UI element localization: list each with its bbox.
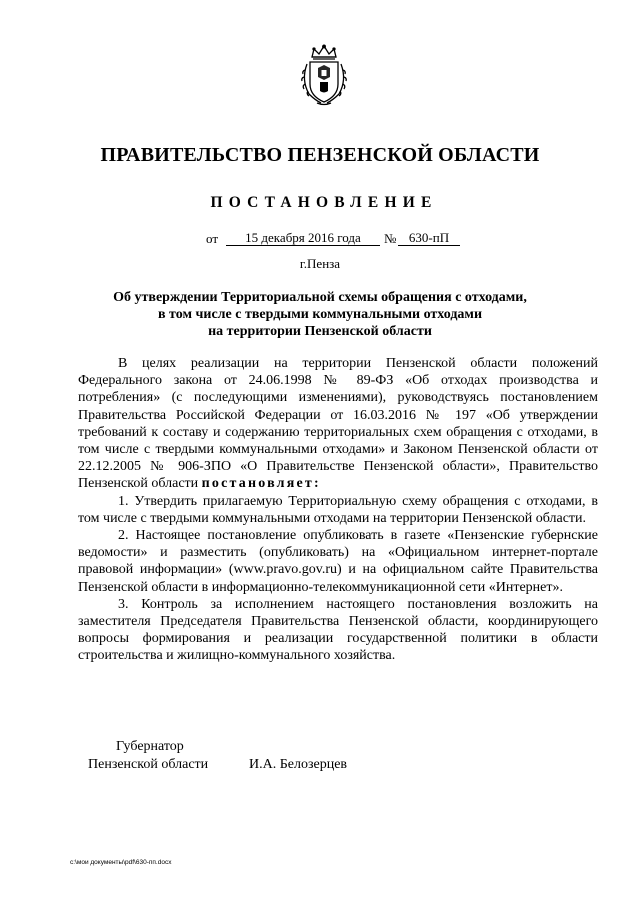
preamble-paragraph: [78, 355, 598, 493]
number-prefix: №: [384, 231, 397, 246]
decree-number: 630-пП: [398, 231, 460, 246]
title-line: на территории Пензенской области: [208, 324, 432, 339]
decree-date: 15 декабря 2016 года: [226, 231, 380, 246]
penza-coat-of-arms-icon: [299, 44, 349, 106]
signatory-position-line2: Пензенской области: [88, 757, 209, 772]
city: г.Пенза: [299, 256, 341, 271]
date-prefix: от: [206, 231, 219, 246]
government-name: ПРАВИТЕЛЬСТВО ПЕНЗЕНСКОЙ ОБЛАСТИ: [100, 144, 540, 166]
title-line: в том числе с твердыми коммунальными отходами: [157, 307, 483, 322]
preamble-text: В целях реализации на территории Пензенской области положений Федерального закона от 24.06.1998 № 89-ФЗ «Об отходах производства и потребления» (с последующими изменениями), руководствуясь постановлением Правительства Российской Федерации от 16.03.2016 № 197 «Об утверждении требований к составу и содержанию территориальных схем обращения с отходами, в том числе с твердыми коммунальными отходами» и Законом Пензенской области от 22.12.2005 № 906-ЗПО «О Правительстве Пензенской области», Правительство Пензенской области: [78, 356, 598, 492]
document-type: ПОСТАНОВЛЕНИЕ: [210, 194, 438, 211]
decree-body: [78, 355, 598, 665]
title-line: Об утверждении Территориальной схемы обращения с отходами,: [113, 290, 527, 305]
decree-title: [60, 289, 580, 340]
clause-2: 2. Настоящее постановление опубликовать в газете «Пензенские губернские ведомости» и разместить (опубликовать) на «Официальном интернет-портале правовой информации» (www.pravo.gov.ru) и на официальном сайте Правительства Пензенской области в информационно-телекоммуникационной сети «Интернет».: [78, 528, 598, 595]
clause-3: 3. Контроль за исполнением настоящего постановления возложить на заместителя Председателя Правительства Пензенской области, координирующего вопросы формирования и реализации государственной политики в области строительства и жилищно-коммунального хозяйства.: [78, 596, 598, 664]
signatory-position-line1: Губернатор: [116, 739, 184, 754]
resolves-keyword: постановляет:: [201, 476, 321, 492]
file-path: c:\мои документы\pdf\630-пп.docx: [70, 859, 172, 866]
signatory-name: И.А. Белозерцев: [249, 757, 348, 772]
clause-1: 1. Утвердить прилагаемую Территориальную схему обращения с отходами, в том числе с твердыми коммунальными отходами на территории Пензенской области.: [78, 493, 598, 526]
